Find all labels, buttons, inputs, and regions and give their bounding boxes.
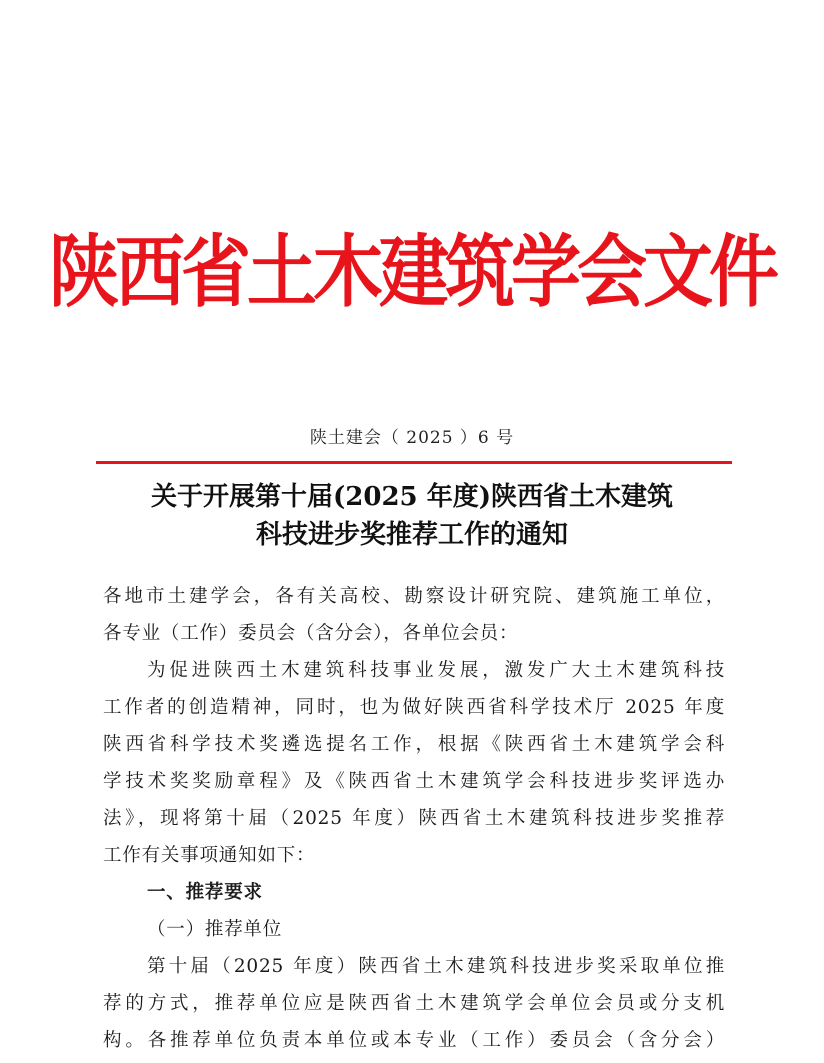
body-line-para1-5: 法》，现将第十届（2025 年度）陕西省土木建筑科技进步奖推荐 [103, 808, 725, 829]
notice-title-line-2: 科技进步奖推荐工作的通知 [255, 520, 568, 550]
red-divider-line [96, 461, 732, 464]
section-heading-requirements: 一、推荐要求 [147, 882, 263, 903]
body-line-para2-1: 第十届（2025 年度）陕西省土木建筑科技进步奖采取单位推 [147, 956, 725, 977]
body-line-para1-3: 陕西省科学技术奖遴选提名工作，根据《陕西省土木建筑学会科 [103, 734, 725, 755]
body-line-addressees-1: 各地市土建学会，各有关高校、勘察设计研究院、建筑施工单位， [103, 586, 725, 607]
notice-title-line-1: 关于开展第十届(2025 年度)陕西省土木建筑 [150, 482, 674, 512]
body-line-para1-1: 为促进陕西土木建筑科技事业发展，激发广大土木建筑科技 [147, 660, 725, 681]
document-number: 陕土建会（ 2025 ）6 号 [309, 428, 515, 448]
notice-body [103, 578, 725, 1059]
body-line-para1-2: 工作者的创造精神，同时，也为做好陕西省科学技术厅 2025 年度 [103, 697, 725, 718]
body-line-para2-3: 构。各推荐单位负责本单位或本专业（工作）委员会（含分会） [103, 1030, 725, 1051]
document-masthead: 陕西省土木建筑学会文件 [49, 226, 775, 318]
notice-title [60, 478, 764, 554]
body-line-para1-4: 学技术奖奖励章程》及《陕西省土木建筑学会科技进步奖评选办 [103, 771, 725, 792]
body-line-para2-2: 荐的方式，推荐单位应是陕西省土木建筑学会单位会员或分支机 [103, 993, 725, 1014]
body-line-para1-6: 工作有关事项通知如下： [103, 845, 316, 866]
body-line-addressees-2: 各专业（工作）委员会（含分会），各单位会员： [103, 623, 519, 644]
subsection-heading-units: （一）推荐单位 [147, 919, 283, 940]
